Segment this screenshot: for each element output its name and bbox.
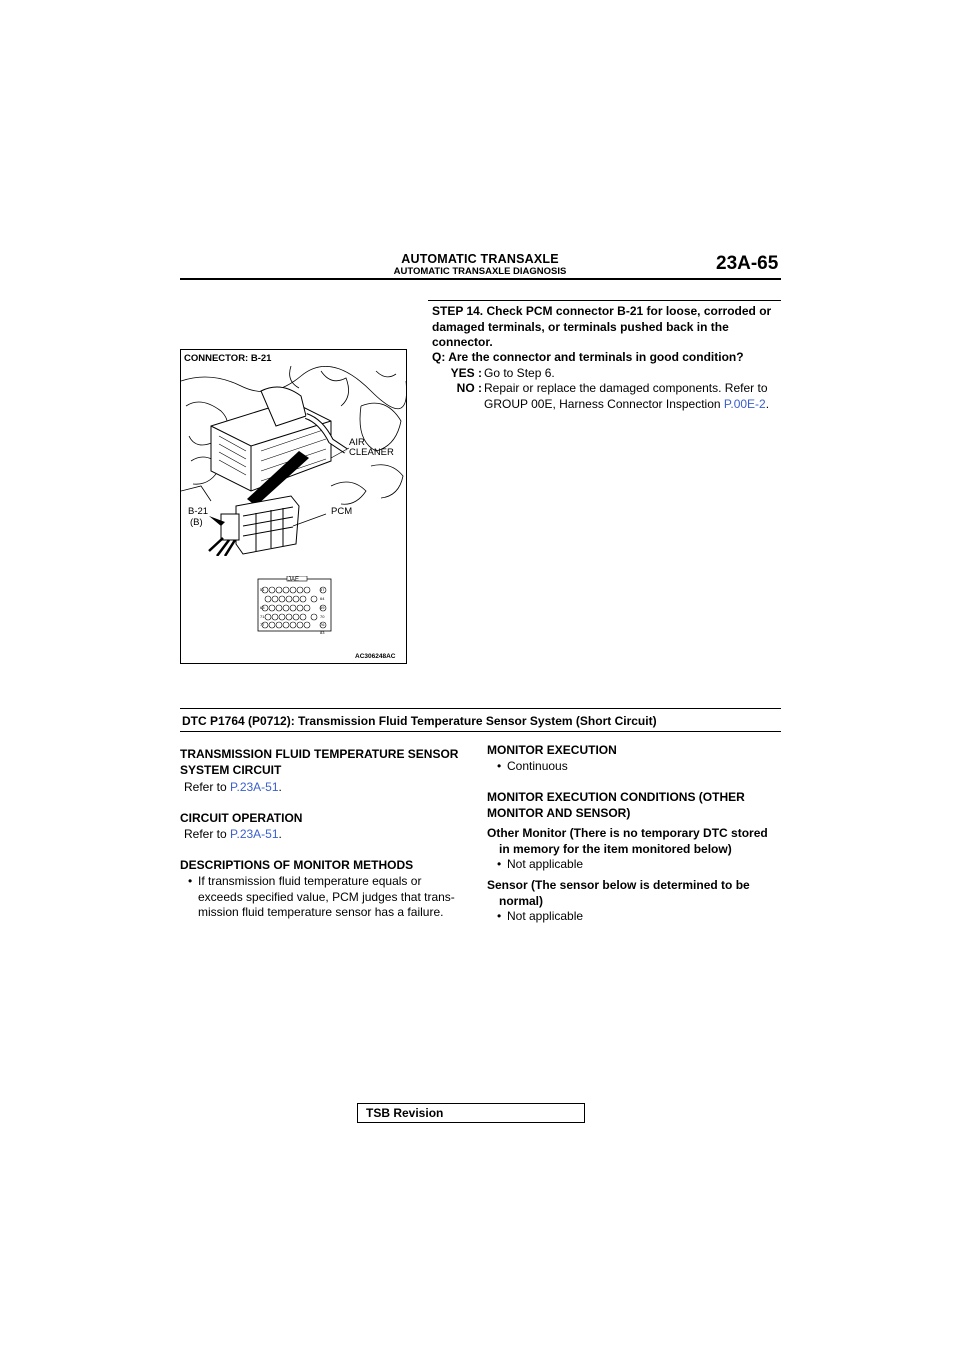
no-link[interactable]: P.00E-2 (723, 396, 766, 411)
no-key: NO : (456, 381, 482, 395)
pin-64: 64 (320, 596, 325, 601)
label-pcm: PCM (331, 506, 353, 517)
engine-bay-illustration (181, 366, 406, 556)
label-b21-side: (B) (190, 517, 203, 528)
circuit-heading: TRANSMISSION FLUID TEMPERATURE SENSOR SYSTEM CIRCUIT (180, 747, 459, 777)
pin-57: 57 (320, 587, 325, 592)
step-question: Q: Are the connector and terminals in good condition? (432, 350, 744, 364)
methods-heading: DESCRIPTIONS OF MONITOR METHODS (180, 858, 414, 872)
label-b21-id: B-21 (188, 506, 209, 517)
pin-69: 69 (320, 605, 325, 610)
manual-section-title: AUTOMATIC TRANSAXLE (401, 252, 559, 266)
no-text-body: Repair or replace the damaged components. Refer to GROUP 00E, Harness Connector Inspection (484, 381, 768, 411)
figure-title: CONNECTOR: B-21 (184, 353, 272, 364)
operation-refer-end: . (278, 827, 282, 841)
circuit-refer (184, 780, 282, 796)
dtc-bottom-rule (180, 731, 781, 732)
circuit-link[interactable]: P.23A-51 (230, 780, 279, 794)
circuit-refer-end: . (278, 780, 282, 794)
pin-76: 76 (320, 622, 325, 627)
operation-link[interactable]: P.23A-51 (230, 827, 279, 841)
label-b21 (188, 506, 208, 528)
yes-text: Go to Step 6. (484, 366, 555, 380)
sensor-text: Sensor (The sensor below is determined to be normal) (487, 878, 750, 908)
manual-subsection-title: AUTOMATIC TRANSAXLE DIAGNOSIS (393, 266, 567, 277)
other-monitor-bullet: • Not applicable (507, 857, 583, 873)
header-rule (180, 278, 781, 280)
operation-heading: CIRCUIT OPERATION (180, 811, 303, 825)
pin-51: 51 (260, 587, 265, 592)
label-cleaner: CLEANER (349, 447, 394, 458)
no-text (484, 381, 782, 412)
methods-bullet: • If transmission fluid temperature equals or exceeds specified value, PCM judges that trans-mission fluid temperature sensor has a failure. (198, 874, 468, 921)
other-monitor-text: Other Monitor (There is no temporary DTC stored in memory for the item monitored below) (487, 826, 768, 856)
connector-maker: JAE (288, 577, 300, 583)
monitor-execution-bullet: • Continuous (507, 759, 568, 775)
dtc-top-rule (180, 708, 781, 709)
pin-70: 70 (320, 614, 325, 619)
no-text-end: . (765, 396, 770, 411)
monitor-execution-heading: MONITOR EXECUTION (487, 743, 617, 757)
page-number: 23A-65 (716, 253, 779, 274)
label-air-cleaner (349, 438, 394, 458)
pin-83: 83 (320, 630, 325, 635)
pin-71: 71 (260, 614, 265, 619)
pin-63: 63 (260, 605, 265, 610)
tsb-revision-box: TSB Revision (357, 1103, 585, 1123)
circuit-refer-text: Refer to (184, 780, 231, 794)
sensor-heading (487, 878, 781, 909)
figure-code: AC306248AC (355, 653, 396, 660)
pin-77: 77 (260, 622, 265, 627)
label-air: AIR (349, 437, 365, 448)
operation-refer (184, 827, 282, 843)
connector-figure (180, 349, 407, 664)
yes-key: YES : (450, 366, 482, 380)
dtc-title: DTC P1764 (P0712): Transmission Fluid Temperature Sensor System (Short Circuit) (182, 714, 657, 728)
other-monitor-heading (487, 826, 781, 857)
conditions-heading: MONITOR EXECUTION CONDITIONS (OTHER MONITOR AND SENSOR) (487, 790, 745, 820)
operation-refer-text: Refer to (184, 827, 231, 841)
step-rule (428, 300, 781, 301)
sensor-bullet: • Not applicable (507, 909, 583, 925)
step-heading: STEP 14. Check PCM connector B-21 for loose, corroded or damaged terminals, or terminals pushed back in the connector. (432, 304, 772, 349)
